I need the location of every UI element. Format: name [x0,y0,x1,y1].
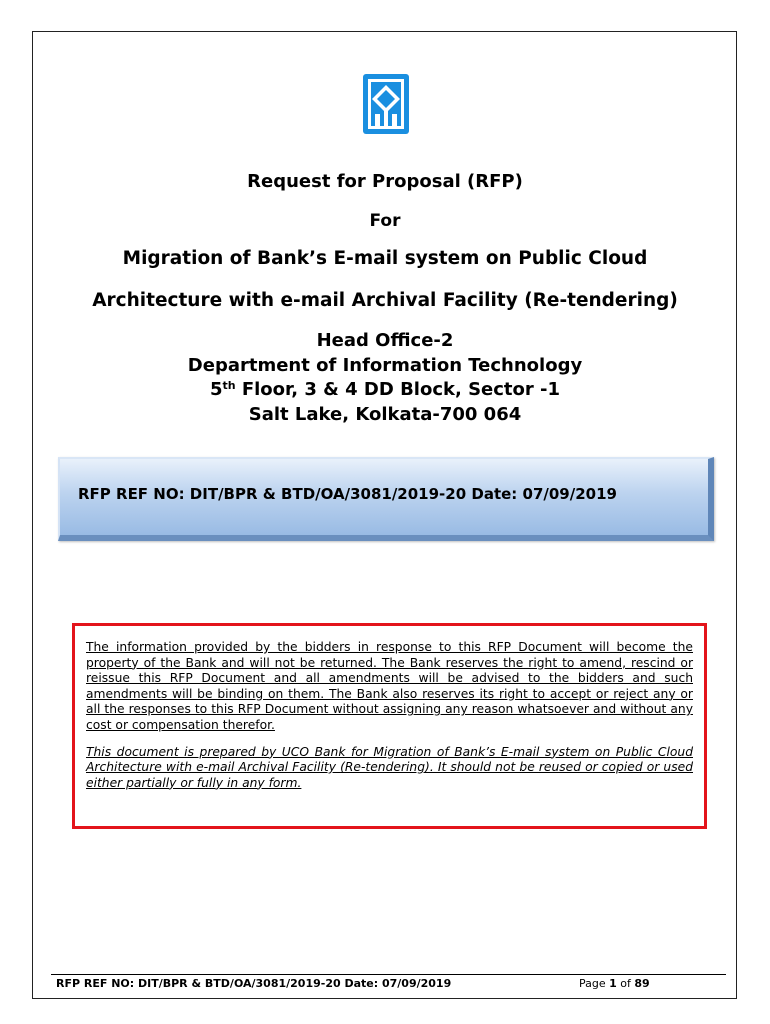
rfp-reference-banner [58,457,714,541]
rfp-reference-text: RFP REF NO: DIT/BPR & BTD/OA/3081/2019-20 Date: 07/09/2019 [78,485,617,503]
address-floor [40,378,730,403]
address-floor-number: 5 [209,379,223,400]
address-block [40,329,730,427]
disclaimer-box [72,623,707,829]
page-current: 1 [609,977,617,990]
address-office: Head Office-2 [316,330,454,351]
footer-reference: RFP REF NO: DIT/BPR & BTD/OA/3081/2019-20 Date: 07/09/2019 [56,977,452,990]
rfp-title: Request for Proposal (RFP) [247,171,523,192]
rfp-subject-line-2: Architecture with e-mail Archival Facility (Re-tendering) [92,290,678,311]
rfp-subject-line-1: Migration of Bank’s E-mail system on Public Cloud [122,248,648,269]
usage-notice-paragraph: This document is prepared by UCO Bank for Migration of Bank’s E-mail system on Public Cloud Architecture with e-mail Archival Facility (Re-tendering). It should not be reused or copied or used either partially or fully in any form. [86,744,693,790]
page-mid: of [616,977,635,990]
disclaimer-paragraph: The information provided by the bidders in response to this RFP Document will become the property of the Bank and will not be returned. The Bank reserves the right to amend, rescind or reissue this RFP Document and all amendments will be advised to the bidders and such amendments will be binding on them. The Bank also reserves its right to accept or reject any or all the responses to this RFP Document without assigning any reason whatsoever and without any cost or compensation therefor. [86,640,693,732]
page-total: 89 [634,977,650,990]
footer-divider [51,974,726,975]
address-floor-rest: Floor, 3 & 4 DD Block, Sector -1 [235,379,561,400]
rfp-title-for: For [369,211,401,231]
address-city: Salt Lake, Kolkata-700 064 [248,403,522,425]
address-floor-superscript: th [222,379,236,392]
address-department: Department of Information Technology [187,354,583,376]
page-prefix: Page [579,977,610,990]
uco-bank-logo-icon [363,74,409,134]
footer-page-number [579,977,650,990]
